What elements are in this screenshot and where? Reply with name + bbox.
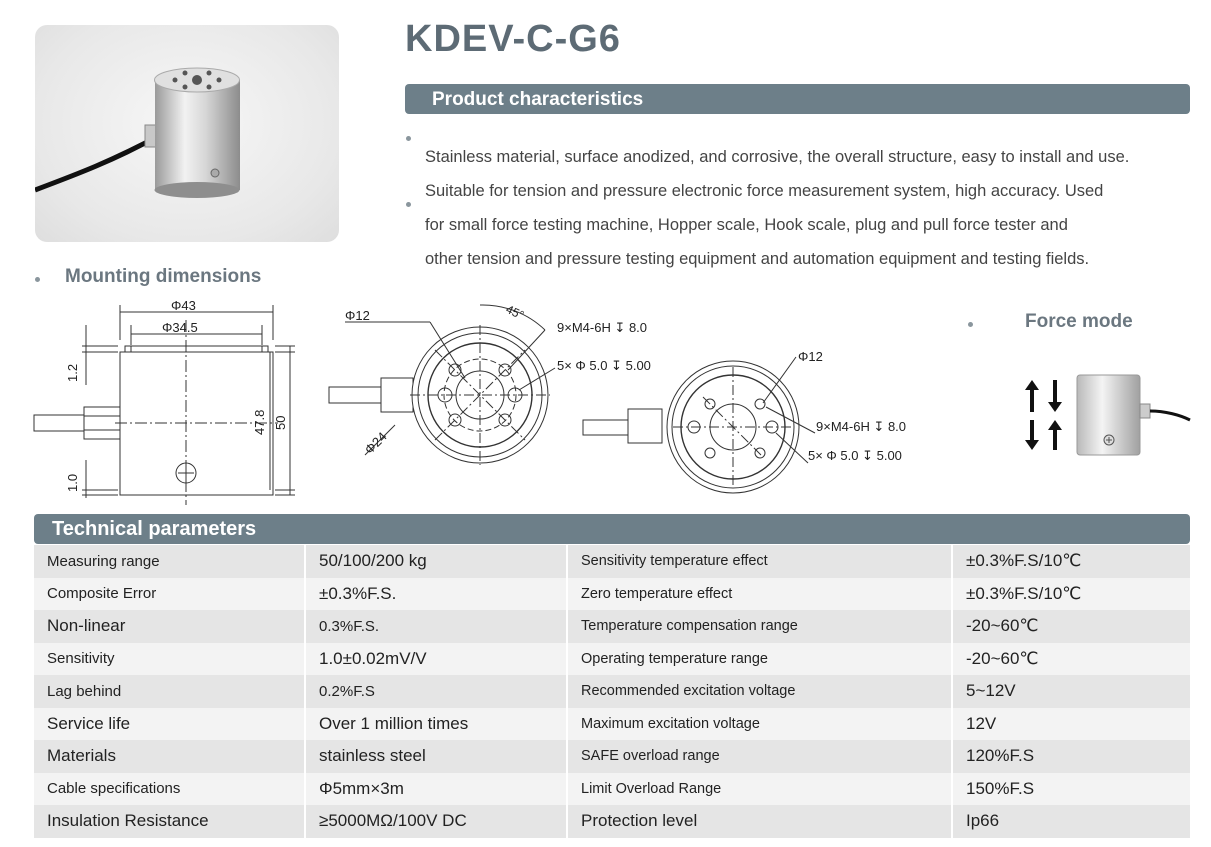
bullet-icon	[35, 277, 40, 282]
dim-bottom-gap: 1.0	[65, 473, 80, 492]
param-value: 120%F.S	[952, 740, 1190, 773]
param-name: Operating temperature range	[567, 643, 952, 676]
param-value: Φ5mm×3m	[305, 773, 567, 806]
table-row	[34, 773, 1190, 806]
product-characteristics-heading: Product characteristics	[405, 84, 1190, 114]
param-name: Recommended excitation voltage	[567, 675, 952, 708]
param-value: -20~60℃	[952, 610, 1190, 643]
up-arrow-icon	[1025, 380, 1039, 412]
param-name: Cable specifications	[34, 773, 305, 806]
param-value: 0.3%F.S.	[305, 610, 567, 643]
dim-holes: 5× Φ 5.0 ↧ 5.00	[808, 448, 902, 463]
param-name: Lag behind	[34, 675, 305, 708]
table-row	[34, 610, 1190, 643]
characteristics-line: Suitable for tension and pressure electronic force measurement system, high accuracy. Used	[425, 182, 1104, 200]
characteristics-line: other tension and pressure testing equipment and automation equipment and testing fields.	[425, 250, 1090, 268]
characteristics-line: for small force testing machine, Hopper scale, Hook scale, plug and pull force tester and	[425, 216, 1068, 234]
bullet-icon	[406, 202, 411, 207]
dim-inner-diameter: Φ34.5	[162, 320, 198, 335]
param-value: ±0.3%F.S/10℃	[952, 578, 1190, 611]
down-arrow-icon	[1048, 380, 1062, 412]
param-value: -20~60℃	[952, 643, 1190, 676]
param-name: Non-linear	[34, 610, 305, 643]
param-value: Ip66	[952, 805, 1190, 838]
table-row	[34, 545, 1190, 578]
dim-thread: 9×M4-6H ↧ 8.0	[816, 419, 907, 434]
param-name: Zero temperature effect	[567, 578, 952, 611]
param-value: ≥5000MΩ/100V DC	[305, 805, 567, 838]
product-photo	[35, 25, 339, 242]
param-value: ±0.3%F.S/10℃	[952, 545, 1190, 578]
dim-outer-diameter: Φ43	[171, 298, 196, 313]
param-value: 50/100/200 kg	[305, 545, 567, 578]
characteristics-text	[425, 140, 1190, 276]
table-row	[34, 708, 1190, 741]
param-value: 12V	[952, 708, 1190, 741]
product-title: KDEV-C-G6	[405, 18, 621, 60]
param-name: Protection level	[567, 805, 952, 838]
dim-center-diameter: Φ12	[345, 308, 370, 323]
param-value: stainless steel	[305, 740, 567, 773]
force-mode-illustration	[1020, 370, 1200, 460]
table-row	[34, 805, 1190, 838]
param-name: Service life	[34, 708, 305, 741]
bullet-icon	[406, 136, 411, 141]
table-row	[34, 643, 1190, 676]
table-row	[34, 675, 1190, 708]
dim-pcd: Φ24	[361, 428, 390, 458]
up-arrow-icon	[1048, 420, 1062, 450]
table-row	[34, 578, 1190, 611]
dim-top-gap: 1.2	[65, 363, 80, 382]
down-arrow-icon	[1025, 420, 1039, 450]
dim-inner-height: 47.8	[252, 409, 267, 435]
param-value: ±0.3%F.S.	[305, 578, 567, 611]
technical-parameters-table	[34, 545, 1190, 838]
param-value: 5~12V	[952, 675, 1190, 708]
bullet-icon	[968, 322, 973, 327]
param-name: SAFE overload range	[567, 740, 952, 773]
bottom-view-drawing	[578, 345, 938, 495]
force-mode-heading: Force mode	[1025, 311, 1133, 332]
dim-angle: 45°	[503, 302, 527, 323]
param-value: 0.2%F.S	[305, 675, 567, 708]
param-name: Measuring range	[34, 545, 305, 578]
characteristics-line: Stainless material, surface anodized, and corrosive, the overall structure, easy to install and use.	[425, 148, 1130, 166]
param-name: Sensitivity	[34, 643, 305, 676]
dim-holes: 5× Φ 5.0 ↧ 5.00	[557, 358, 651, 373]
param-value: 150%F.S	[952, 773, 1190, 806]
param-value: Over 1 million times	[305, 708, 567, 741]
side-view-drawing	[30, 290, 300, 510]
param-name: Maximum excitation voltage	[567, 708, 952, 741]
param-name: Composite Error	[34, 578, 305, 611]
mounting-dimensions-heading: Mounting dimensions	[65, 266, 262, 287]
param-name: Insulation Resistance	[34, 805, 305, 838]
dim-thread: 9×M4-6H ↧ 8.0	[557, 320, 648, 335]
param-name: Materials	[34, 740, 305, 773]
param-value: 1.0±0.02mV/V	[305, 643, 567, 676]
dim-total-height: 50	[273, 415, 288, 430]
table-row	[34, 740, 1190, 773]
param-name: Limit Overload Range	[567, 773, 952, 806]
technical-parameters-heading: Technical parameters	[34, 514, 1190, 544]
param-name: Temperature compensation range	[567, 610, 952, 643]
param-name: Sensitivity temperature effect	[567, 545, 952, 578]
dim-center-diameter: Φ12	[798, 349, 823, 364]
